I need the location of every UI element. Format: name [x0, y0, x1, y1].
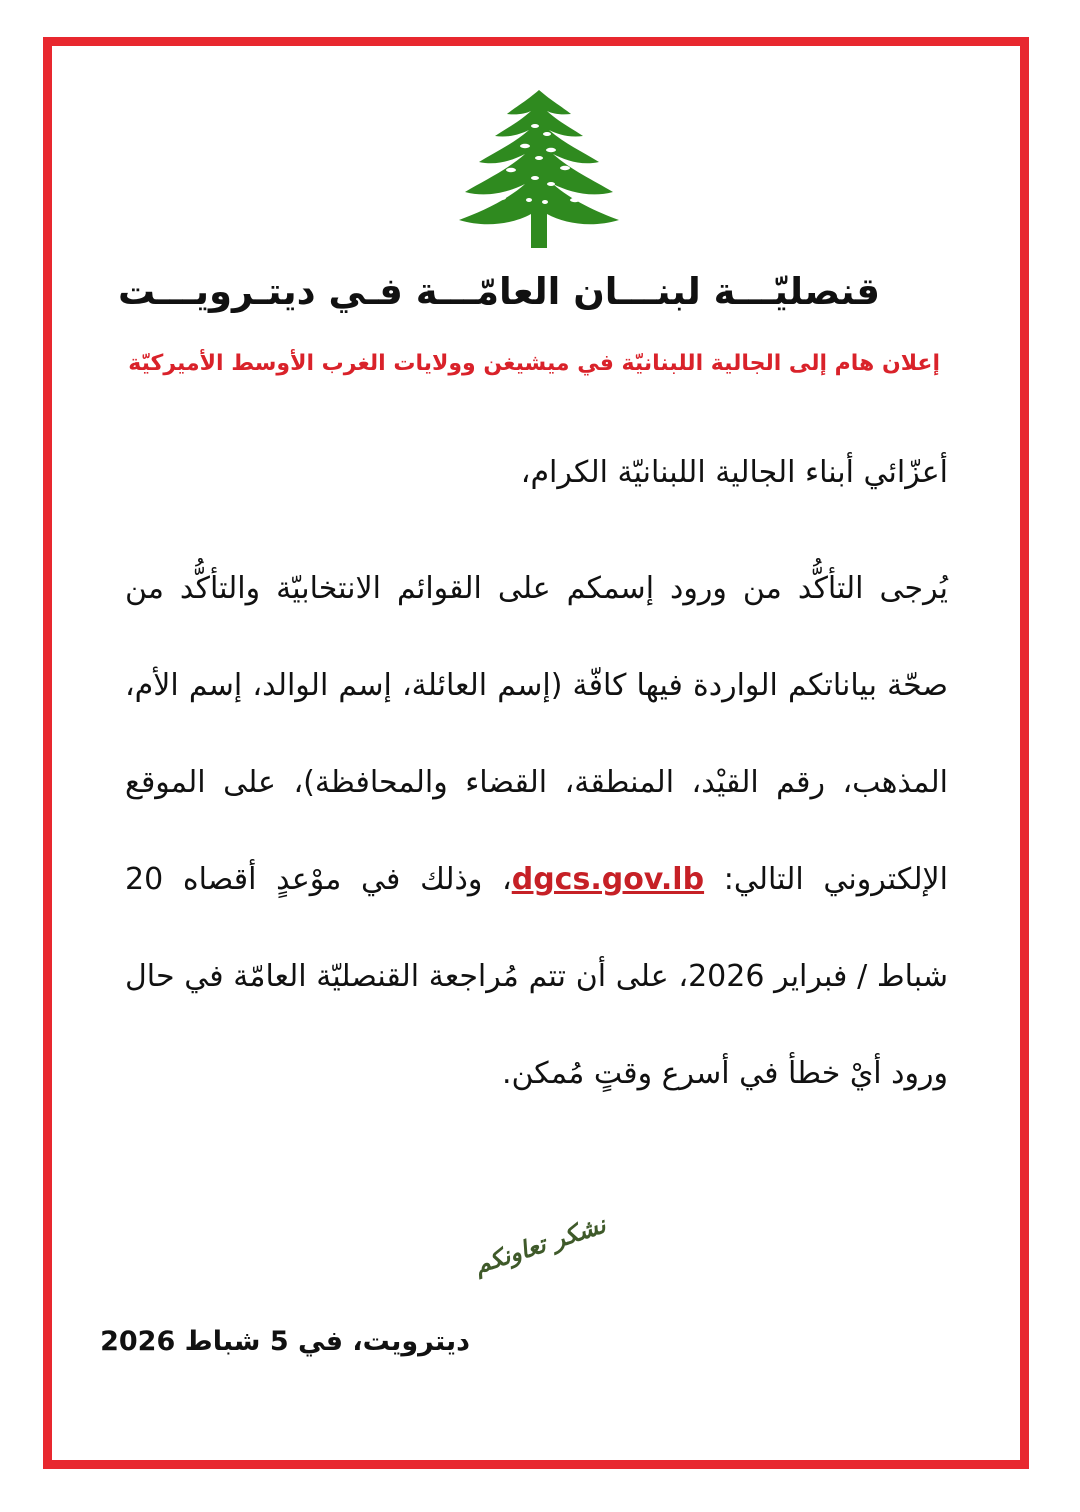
paragraph-part-1: يُرجى التأكُّد من ورود إسمكم على القوائم الانتخابيّة والتأكُّد من صحّة بياناتكم الواردة فيها كافّة (إسم العائلة، إسم الوالد، إسم الأم، المذهب، رقم القيْد، المنطقة، القضاء والمحافظة)، على الموقع الإلكتروني التالي:: [125, 571, 948, 897]
paragraph-part-2: ، وذلك في موْعدٍ أقصاه 20 شباط / فبراير 2026، على أن تتم مُراجعة القنصليّة العامّة في حال ورود أيْ خطأ في أسرع وقتٍ مُمكن.: [125, 862, 948, 1091]
announcement-heading: إعلان هام إلى الجالية اللبنانيّة في ميشيغن وولايات الغرب الأوسط الأميركيّة: [128, 351, 940, 376]
thanks-note: نشكر تعاونكم: [470, 1209, 609, 1280]
place-and-date: ديترويت، في 5 شباط 2026: [100, 1326, 470, 1357]
greeting: أعزّائي أبناء الجالية اللبنانيّة الكرام،: [520, 455, 948, 490]
cedar-tree-icon: [455, 88, 623, 248]
main-paragraph: [125, 540, 948, 1122]
announcement-body: [125, 442, 948, 1122]
consulate-title: قنصليّـــة لبنـــان العامّـــة فـي ديتـرويـــت: [117, 270, 880, 313]
website-link[interactable]: dgcs.gov.lb: [511, 862, 705, 897]
